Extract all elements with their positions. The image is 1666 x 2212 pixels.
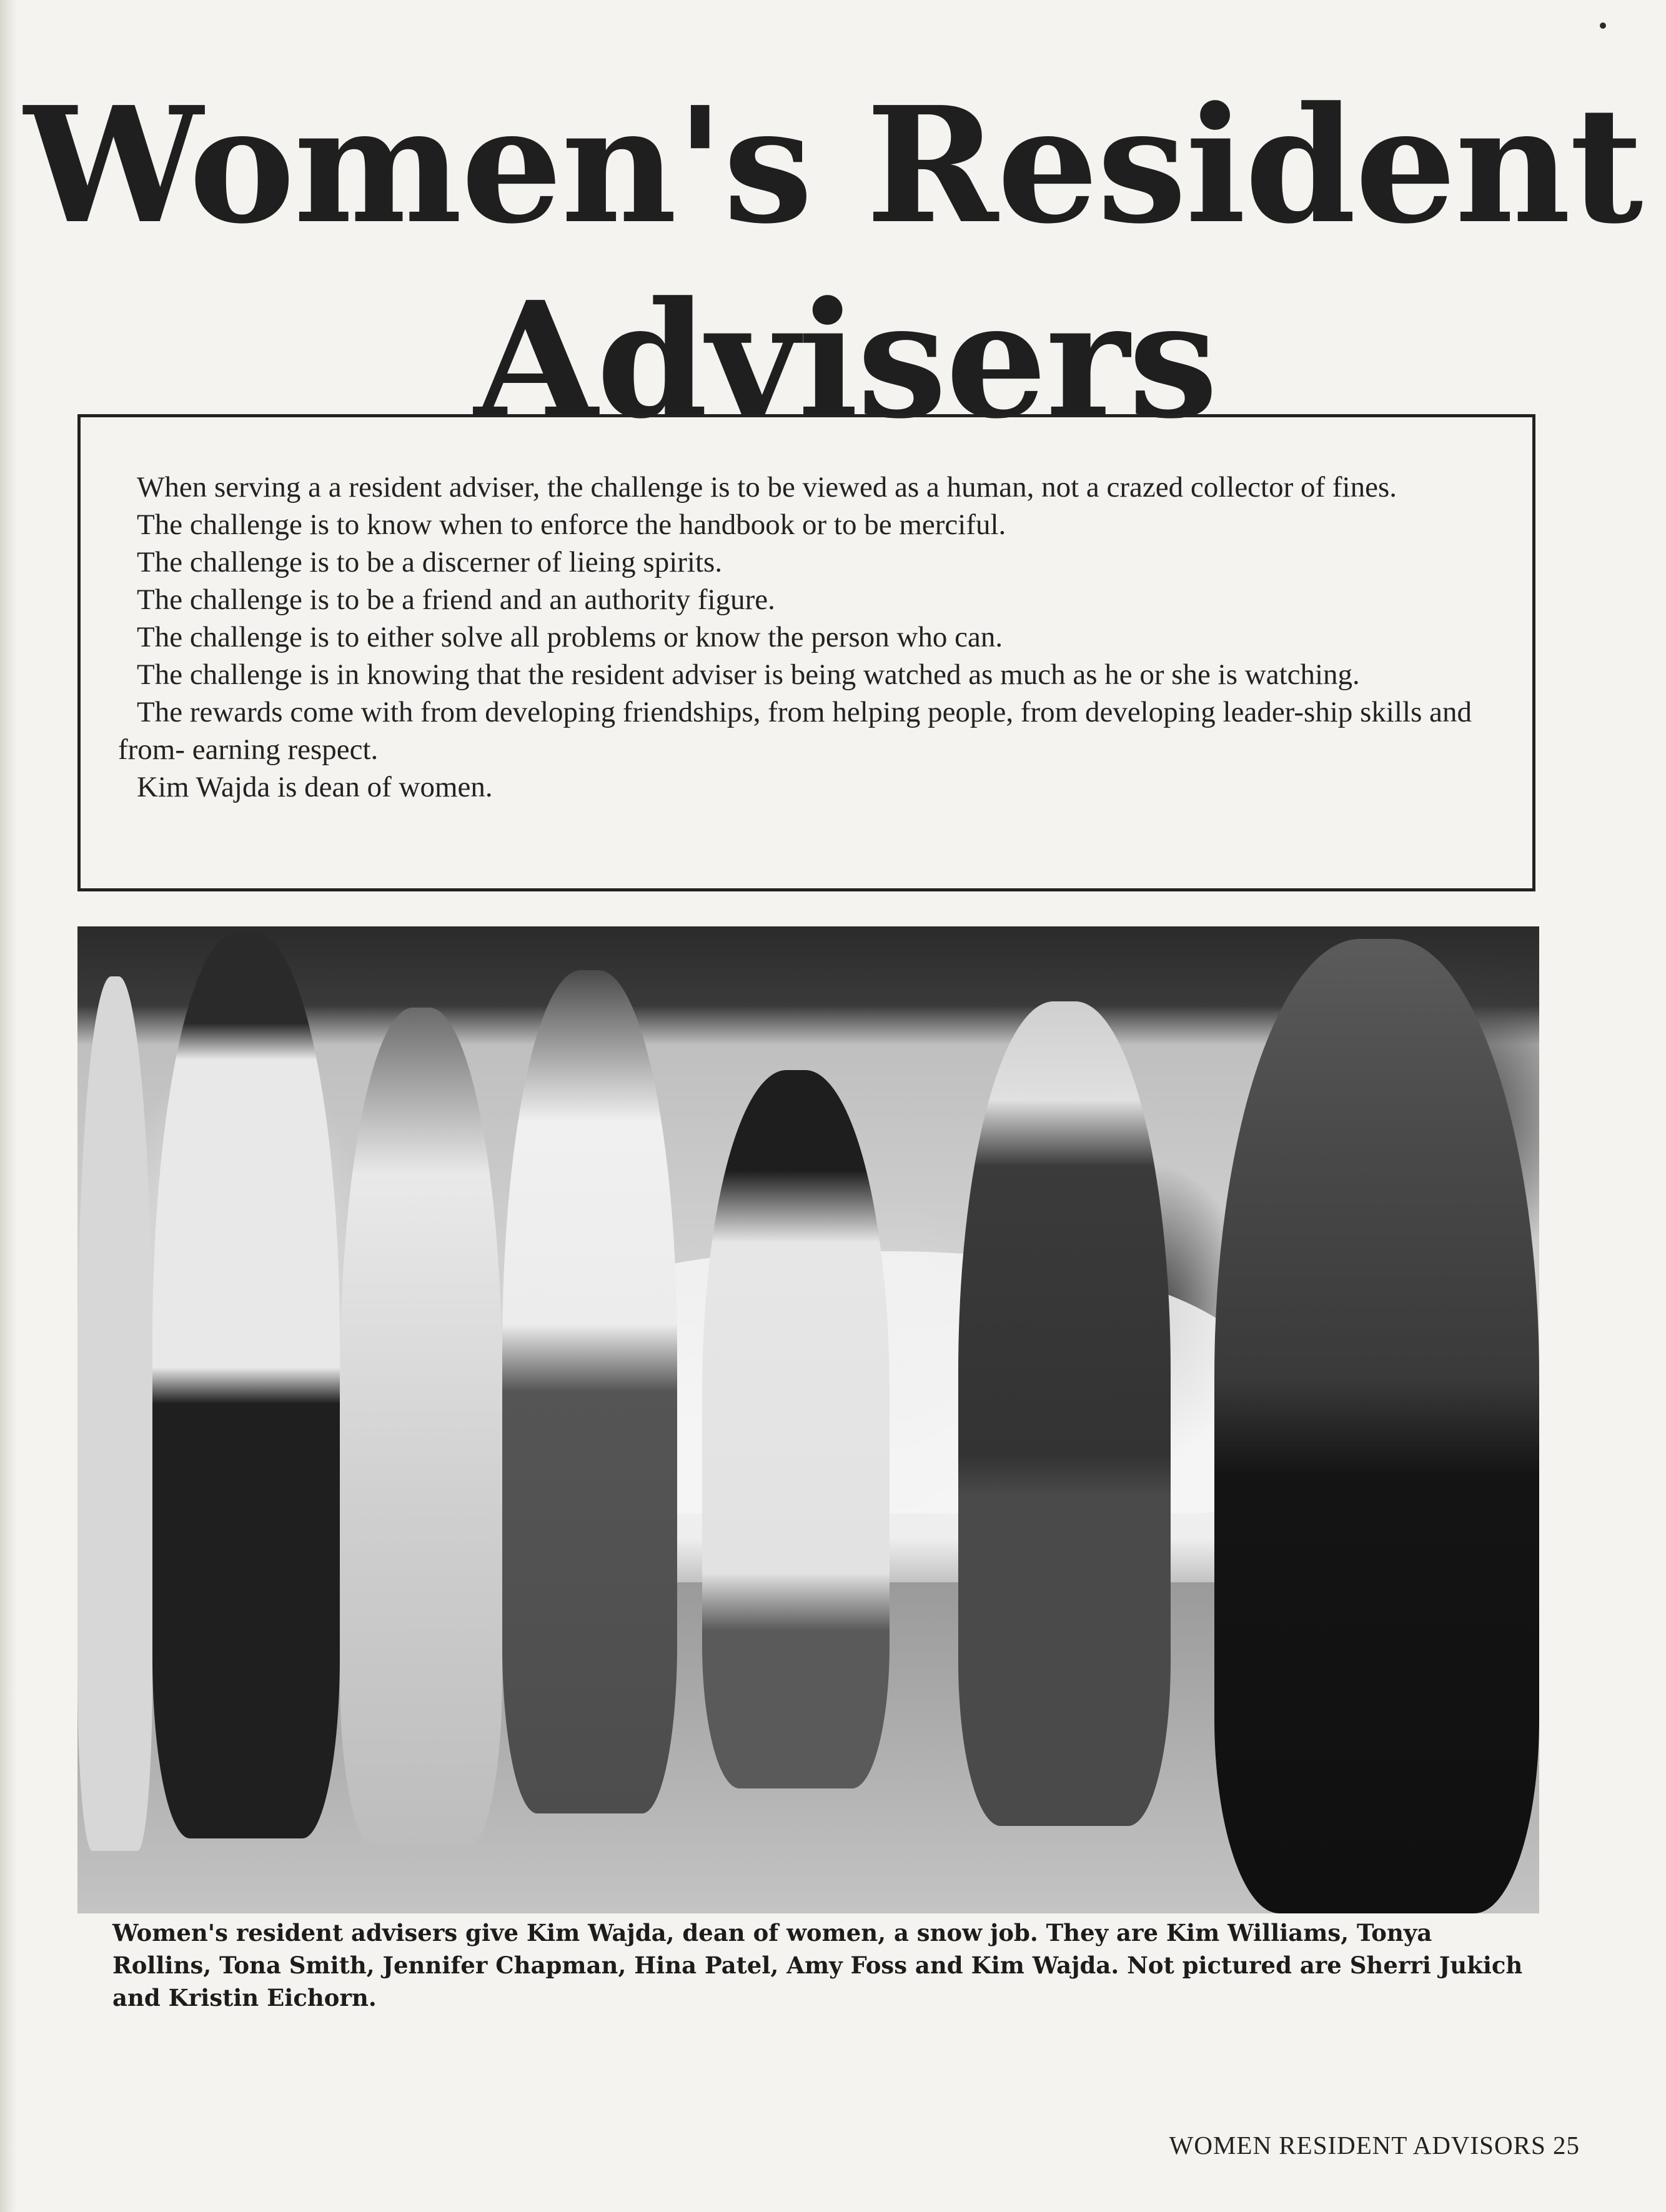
print-speck bbox=[1600, 22, 1606, 29]
intro-paragraph: The challenge is to be a friend and an authority figure. bbox=[137, 583, 775, 616]
intro-paragraph: The challenge is to know when to enforce the handbook or to be merciful. bbox=[137, 508, 1006, 541]
photo-person bbox=[77, 976, 152, 1851]
page-title bbox=[0, 69, 1666, 459]
page-footer bbox=[1169, 2130, 1580, 2160]
footer-section-title: WOMEN RESIDENT ADVISORS bbox=[1169, 2131, 1546, 2160]
page-title-line2: Advisers bbox=[474, 267, 1217, 454]
intro-paragraph: The rewards come with from developing friendships, from helping people, from developing leader-ship skills and from- earning respect. bbox=[118, 696, 1472, 766]
intro-paragraph: When serving a a resident adviser, the challenge is to be viewed as a human, not a crazed collector of fines. bbox=[137, 471, 1397, 503]
intro-paragraph: The challenge is in knowing that the resident adviser is being watched as much as he or she is watching. bbox=[137, 658, 1360, 691]
photo-person bbox=[502, 970, 677, 1813]
photo-person bbox=[958, 1001, 1171, 1826]
page-title-line1: Women's Resident bbox=[24, 72, 1642, 259]
photo-person bbox=[152, 933, 340, 1838]
page-number: 25 bbox=[1553, 2131, 1580, 2160]
group-photo bbox=[77, 926, 1539, 1913]
photo-person bbox=[1214, 939, 1539, 1913]
intro-paragraph: The challenge is to be a discerner of lieing spirits. bbox=[137, 546, 723, 578]
photo-person bbox=[702, 1070, 890, 1788]
intro-paragraph: Kim Wajda is dean of women. bbox=[137, 771, 493, 803]
photo-person bbox=[340, 1008, 502, 1845]
photo-caption: Women's resident advisers give Kim Wajda, dean of women, a snow job. They are Kim Williams, Tonya Rollins, Tona Smith, Jennifer Chapman, Hina Patel, Amy Foss and Kim Wajda. Not pictured are Sherri Jukich and Kristin Eichorn. bbox=[112, 1919, 1523, 2011]
intro-paragraph: The challenge is to either solve all problems or know the person who can. bbox=[137, 621, 1003, 653]
intro-text-box bbox=[77, 414, 1535, 891]
